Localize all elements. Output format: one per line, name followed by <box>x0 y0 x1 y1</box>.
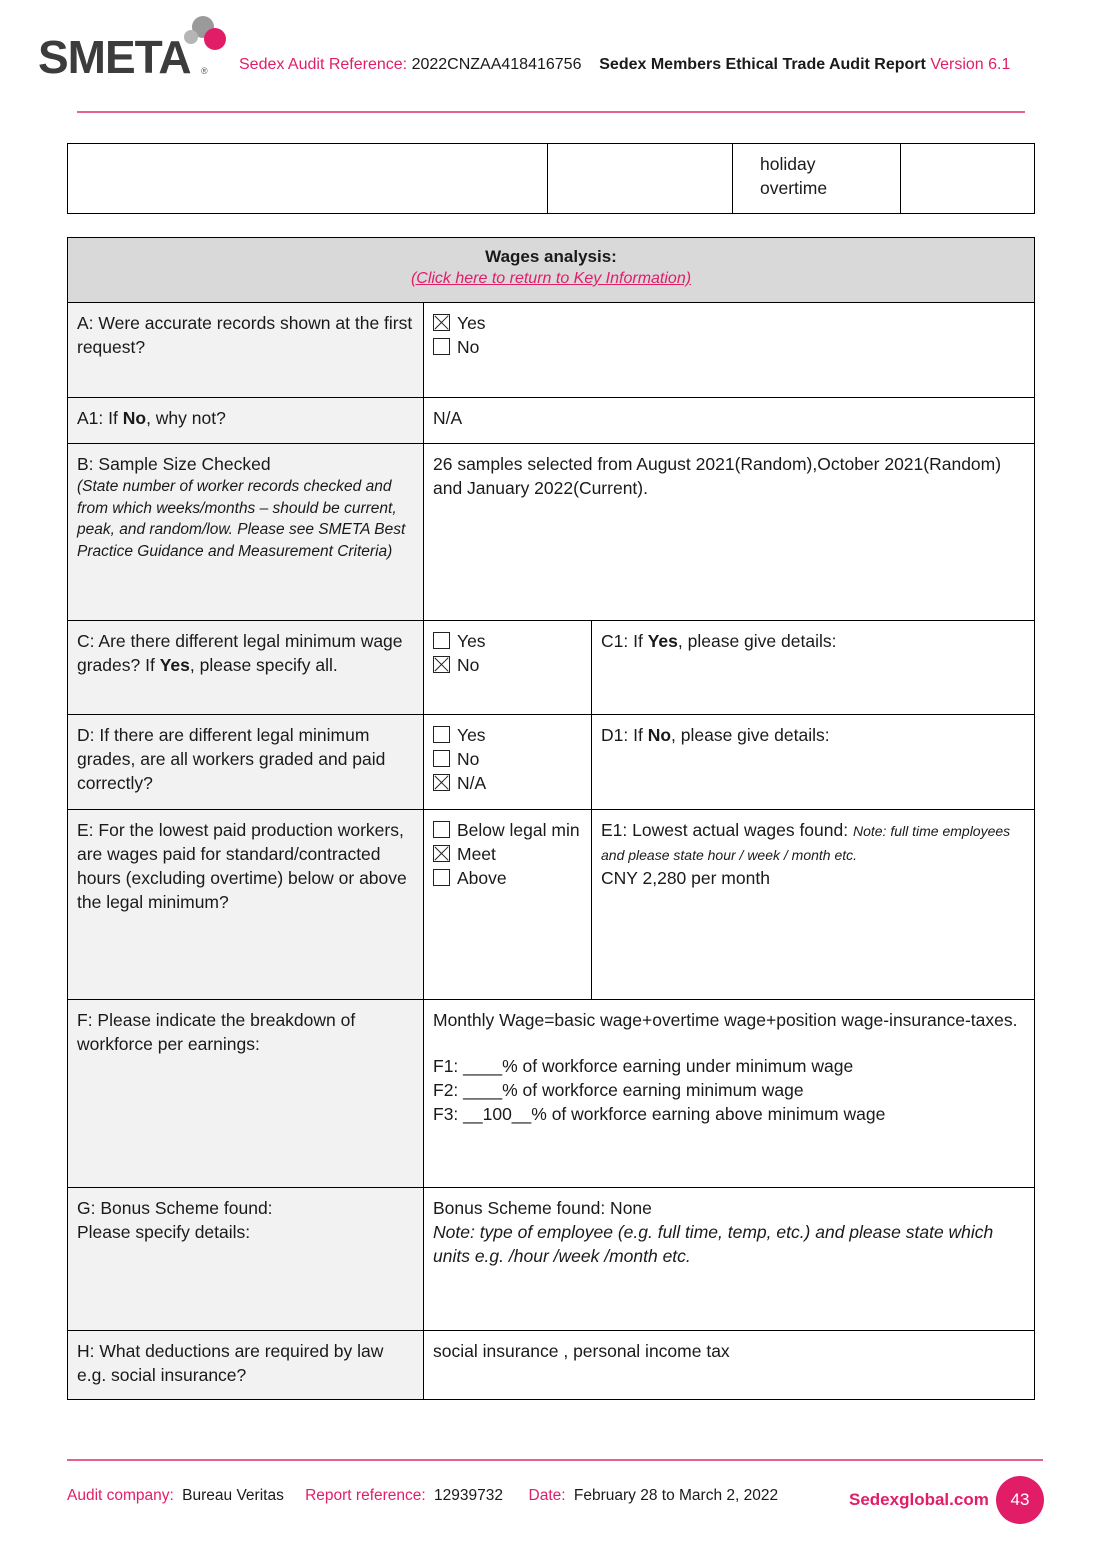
f1-line: F1: ____% of workforce earning under minimum wage <box>433 1056 854 1076</box>
answer-g <box>424 1188 1035 1331</box>
empty-cell <box>901 144 1035 214</box>
f3-line: F3: __100__% of workforce earning above minimum wage <box>433 1104 886 1124</box>
logo-text: SMETA <box>38 31 191 83</box>
checkbox-icon[interactable] <box>433 338 450 355</box>
checkbox-option[interactable] <box>433 311 1025 335</box>
question-b <box>68 444 424 621</box>
empty-cell <box>548 144 733 214</box>
option-label: N/A <box>457 773 487 793</box>
sedex-website-link[interactable]: Sedexglobal.com <box>849 1490 989 1509</box>
answer-h: social insurance , personal income tax <box>424 1331 1035 1400</box>
question-text: B: Sample Size Checked <box>77 454 271 474</box>
report-version: Version 6.1 <box>930 56 1011 73</box>
question-text: Please specify details: <box>77 1222 251 1242</box>
lowest-wage-value: CNY 2,280 per month <box>601 868 770 888</box>
header-divider <box>77 111 1025 113</box>
checkbox-icon[interactable] <box>433 726 450 743</box>
question-e: E: For the lowest paid production workers, are wages paid for standard/contracted hours (excluding overtime) below or above the legal minimum? <box>68 810 424 1000</box>
checkbox-option[interactable] <box>433 842 582 866</box>
logo-registered-mark: ® <box>201 66 208 76</box>
text-bold: No <box>122 408 147 428</box>
overtime-type-cell <box>733 144 901 214</box>
logo-dot-pink <box>204 28 226 50</box>
question-g <box>68 1188 424 1331</box>
question-f: F: Please indicate the breakdown of workforce per earnings: <box>68 1000 424 1188</box>
checked-box-icon[interactable] <box>433 774 450 791</box>
question-a1 <box>68 398 424 444</box>
option-label: Meet <box>457 844 496 864</box>
checked-box-icon[interactable] <box>433 845 450 862</box>
footer-divider <box>67 1459 1043 1461</box>
bonus-note: Note: type of employee (e.g. full time, temp, etc.) and please state which units e.g. /hour /week /month etc. <box>433 1222 994 1266</box>
question-d: D: If there are different legal minimum grades, are all workers graded and paid correctly? <box>68 715 424 810</box>
question-h: H: What deductions are required by law e.g. social insurance? <box>68 1331 424 1400</box>
report-reference-label: Report reference: <box>305 1487 426 1504</box>
text-bold: No <box>647 725 672 745</box>
option-label: Yes <box>457 725 486 745</box>
wage-formula: Monthly Wage=basic wage+overtime wage+position wage-insurance-taxes. <box>433 1010 1018 1030</box>
date-value: February 28 to March 2, 2022 <box>573 1487 779 1504</box>
key-information-link[interactable]: (Click here to return to Key Information) <box>410 270 692 287</box>
audit-company-label: Audit company: <box>67 1487 174 1504</box>
text: D1: If <box>601 725 643 745</box>
checkbox-option[interactable] <box>433 818 582 842</box>
answer-b: 26 samples selected from August 2021(Random),October 2021(Random) and January 2022(Current). <box>424 444 1035 621</box>
guidance-note: (State number of worker records checked and from which weeks/months – should be current, peak, and random/low. Please see SMETA Best Practice Guidance and Measurement Criteria) <box>77 478 406 560</box>
spacer <box>433 1032 1025 1054</box>
checkbox-icon[interactable] <box>433 632 450 649</box>
text: , please give details: <box>671 725 830 745</box>
c1-details <box>592 621 1035 715</box>
text: , please specify all. <box>189 655 338 675</box>
text: C: Are there different legal minimum wage grades? If <box>77 631 403 675</box>
checked-box-icon[interactable] <box>433 314 450 331</box>
answer-f <box>424 1000 1035 1188</box>
answer-a <box>424 303 1035 398</box>
report-reference-value: 12939732 <box>434 1487 503 1504</box>
checkbox-option[interactable] <box>433 335 1025 359</box>
question-c <box>68 621 424 715</box>
checkbox-option[interactable] <box>433 866 582 890</box>
answer-c <box>424 621 592 715</box>
option-label: Above <box>457 868 507 888</box>
checkbox-icon[interactable] <box>433 821 450 838</box>
audit-company-value: Bureau Veritas <box>182 1487 284 1504</box>
page-number-badge: 43 <box>996 1476 1044 1524</box>
checkbox-option[interactable] <box>433 771 582 795</box>
answer-a1: N/A <box>424 398 1035 444</box>
option-label: Yes <box>457 631 486 651</box>
text-bold: Yes <box>159 655 190 675</box>
checkbox-option[interactable] <box>433 723 582 747</box>
question-text: G: Bonus Scheme found: <box>77 1198 273 1218</box>
d1-details <box>592 715 1035 810</box>
option-label: No <box>457 749 480 769</box>
checkbox-icon[interactable] <box>433 869 450 886</box>
question-a: A: Were accurate records shown at the first request? <box>68 303 424 398</box>
checkbox-option[interactable] <box>433 747 582 771</box>
smeta-logo <box>38 16 238 86</box>
option-label: No <box>457 337 480 357</box>
checked-box-icon[interactable] <box>433 656 450 673</box>
audit-reference-value: 2022CNZAA418416756 <box>411 56 582 73</box>
report-title: Sedex Members Ethical Trade Audit Report <box>599 56 926 73</box>
f2-line: F2: ____% of workforce earning minimum wage <box>433 1080 804 1100</box>
continued-table <box>67 143 1035 214</box>
checkbox-icon[interactable] <box>433 750 450 767</box>
text: A1: If <box>77 408 118 428</box>
page-footer <box>67 1487 782 1505</box>
header-reference-line <box>239 56 1010 74</box>
option-label: Below legal min <box>457 820 580 840</box>
text: , why not? <box>146 408 226 428</box>
cell-text-line: holiday <box>760 154 816 174</box>
checkbox-option[interactable] <box>433 653 582 677</box>
bonus-answer: Bonus Scheme found: None <box>433 1198 652 1218</box>
cell-text-line: overtime <box>760 178 828 198</box>
checkbox-option[interactable] <box>433 629 582 653</box>
option-label: No <box>457 655 480 675</box>
wages-analysis-header <box>68 238 1035 303</box>
section-title: Wages analysis: <box>485 247 617 266</box>
e1-note: Note: full time employees and please state hour / week / month etc. <box>601 823 1011 863</box>
page-header <box>0 0 1102 120</box>
empty-cell <box>68 144 548 214</box>
answer-d <box>424 715 592 810</box>
wages-analysis-table <box>67 237 1035 1400</box>
answer-e <box>424 810 592 1000</box>
text: C1: If <box>601 631 643 651</box>
e1-label: E1: Lowest actual wages found: <box>601 820 849 840</box>
audit-reference-label: Sedex Audit Reference: <box>239 56 408 73</box>
option-label: Yes <box>457 313 486 333</box>
date-label: Date: <box>528 1487 566 1504</box>
e1-details <box>592 810 1035 1000</box>
text-bold: Yes <box>647 631 678 651</box>
text: , please give details: <box>677 631 837 651</box>
